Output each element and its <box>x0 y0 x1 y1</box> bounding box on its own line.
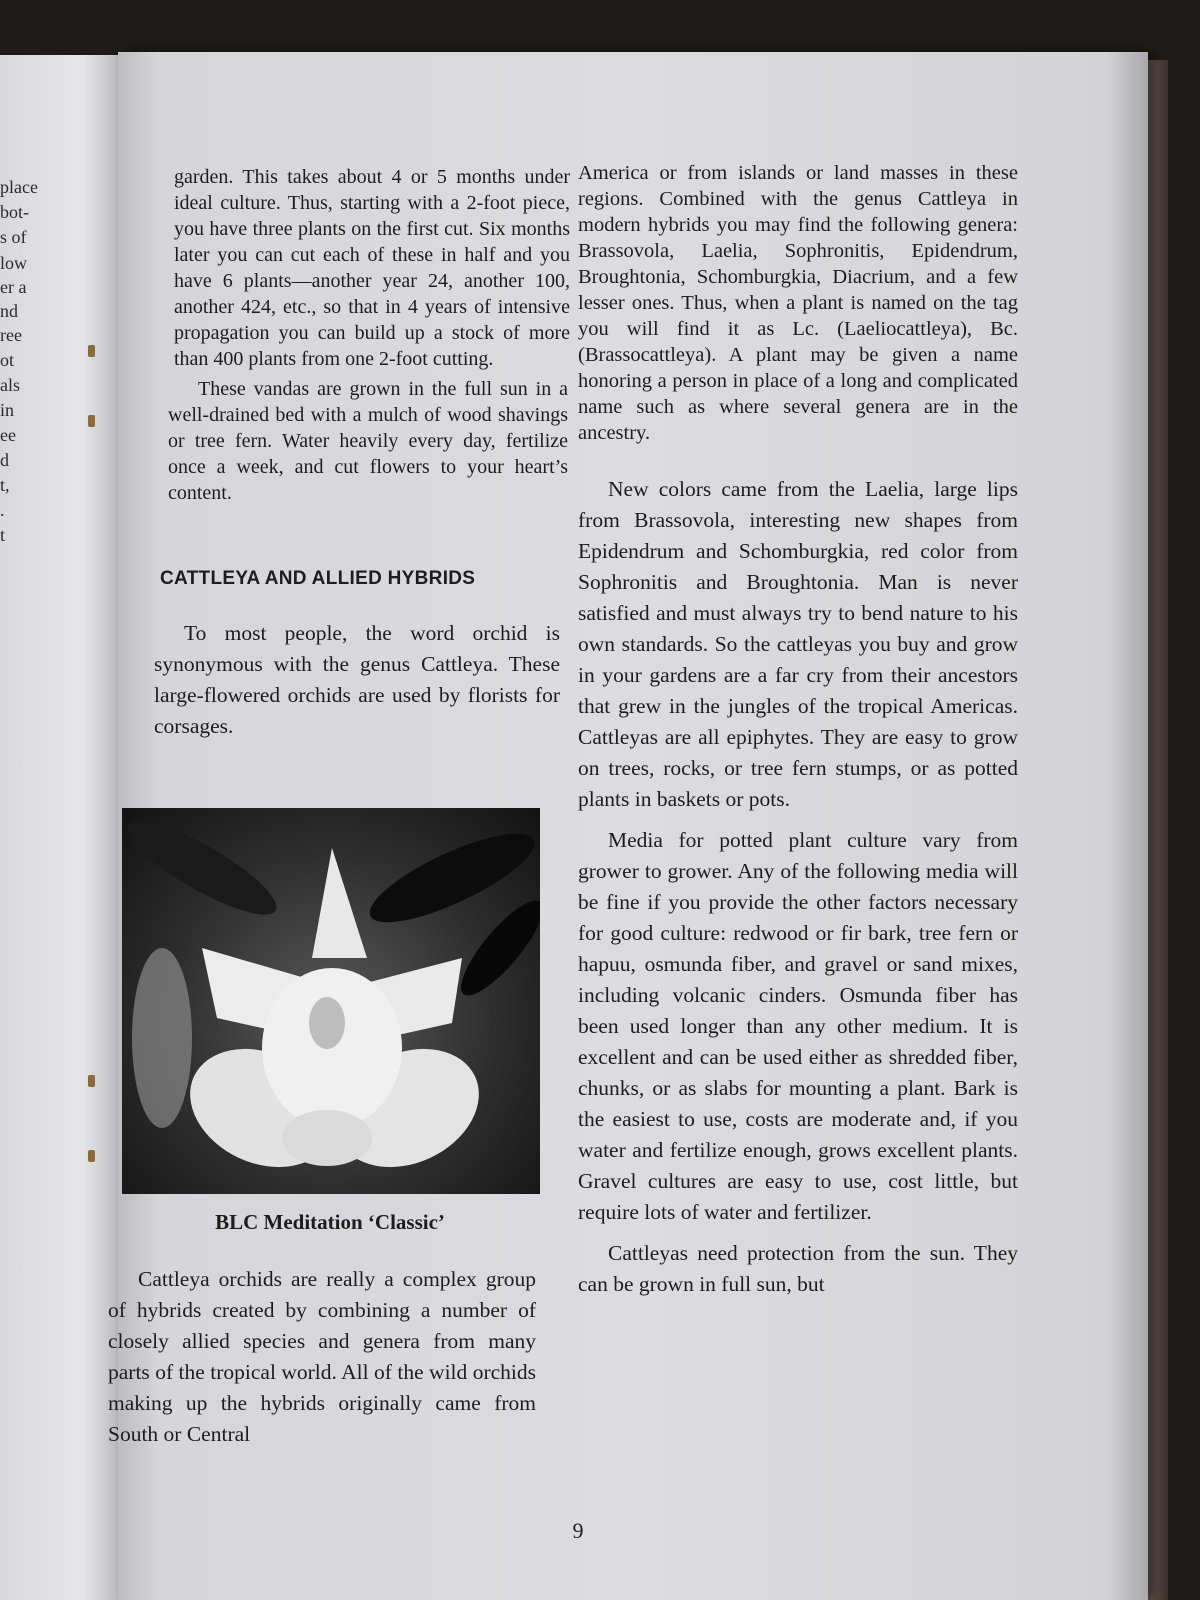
left-fragment: ot <box>0 350 15 370</box>
colors-paragraph: New colors came from the Laelia, large lips from Brassovola, interesting new shapes from Epidendrum and Schomburgkia, red color from Sophronitis and Broughtonia. Man is never satisfied and must always try to bend nature to his own standards. So the cattleyas you buy and grow in your gardens are a far cry from their ancestors that grew in the jungles of the tropical Americas. Cattleyas are all epiphytes. They are easy to grow on trees, rocks, or tree fern stumps, or as potted plants in baskets or pots. <box>578 477 1018 811</box>
left-fragment: place <box>0 177 38 197</box>
sun-paragraph: Cattleyas need protection from the sun. They can be grown in full sun, but <box>578 1241 1018 1296</box>
left-fragment: s of <box>0 227 27 247</box>
left-fragment: in <box>0 400 15 420</box>
orchid-photo <box>122 808 540 1194</box>
left-fragment: als <box>0 375 20 395</box>
complex-paragraph: Cattleya orchids are really a complex group of hybrids created by combining a number of closely allied species and genera from many parts of the tropical world. All of the wild orchids making up the hybrids originally came from South or Central <box>108 1267 536 1446</box>
staple-mark <box>88 1150 95 1162</box>
background-edge <box>1148 60 1168 1600</box>
left-fragment: nd <box>0 301 18 321</box>
section-heading: CATTLEYA AND ALLIED HYBRIDS <box>160 568 476 589</box>
vandas-paragraph: These vandas are grown in the full sun in a well-drained bed with a mulch of wood shavings or tree fern. Water heavily every day, fertilize once a week, and cut flowers to your heart’s content. <box>168 378 568 504</box>
left-fragment: . <box>0 500 5 520</box>
left-page-edge <box>0 55 118 1600</box>
cattleya-intro-paragraph: To most people, the word orchid is synonymous with the genus Cattleya. These large-flowered orchids are used by florists for corsages. <box>154 621 560 738</box>
staple-mark <box>88 345 95 357</box>
orchid-flower-image <box>122 808 540 1194</box>
staple-mark <box>88 415 95 427</box>
left-fragment: low <box>0 253 27 273</box>
left-fragment: t, <box>0 475 10 495</box>
left-column <box>148 164 568 742</box>
left-fragment: d <box>0 450 9 470</box>
intro-paragraph: garden. This takes about 4 or 5 months under ideal culture. Thus, starting with a 2-foot piece, you have three plants on the first cut. Six months later you can cut each of these in half and you have 6 plants—another year 24, another 100, another 424, etc., so that in 4 years of intensive propagation you can build up a stock of more than 400 plants from one 2-foot cutting. <box>174 166 570 370</box>
left-fragment: t <box>0 525 6 545</box>
genera-paragraph: America or from islands or land masses in these regions. Combined with the genus Cattleya in modern hybrids you may find the following genera: Brassovola, Laelia, Sophronitis, Epidendrum, Broughtonia, Schomburgkia, Diacrium, and a few lesser ones. Thus, when a plant is named on the tag you will find it as Lc. (Laeliocattleya), Bc. (Brassocattleya). A plant may be given a name honoring a person in place of a long and complicated name such as where several genera are in the ancestry. <box>578 162 1018 444</box>
page-number: 9 <box>572 1518 584 1543</box>
right-column <box>578 160 1018 1300</box>
left-fragment: ree <box>0 325 22 345</box>
staple-mark <box>88 1075 95 1087</box>
media-paragraph: Media for potted plant culture vary from grower to grower. Any of the following media will be fine if you provide the other factors necessary for good culture: redwood or fir bark, tree fern or hapuu, osmunda fiber, and gravel or sand mixes, including volcanic cinders. Osmunda fiber has been used longer than any other medium. It is excellent and can be used either as shredded fiber, chunks, or as slabs for mounting a plant. Bark is the easiest to use, costs are moderate and, if you water and fertilize enough, grows excellent plants. Gravel cultures are easy to use, cost little, but require lots of water and fertilizer. <box>578 828 1018 1224</box>
left-fragment: bot- <box>0 202 29 222</box>
left-fragment: ee <box>0 425 16 445</box>
left-fragment: er a <box>0 277 27 297</box>
photo-caption: BLC Meditation ‘Classic’ <box>215 1210 445 1234</box>
